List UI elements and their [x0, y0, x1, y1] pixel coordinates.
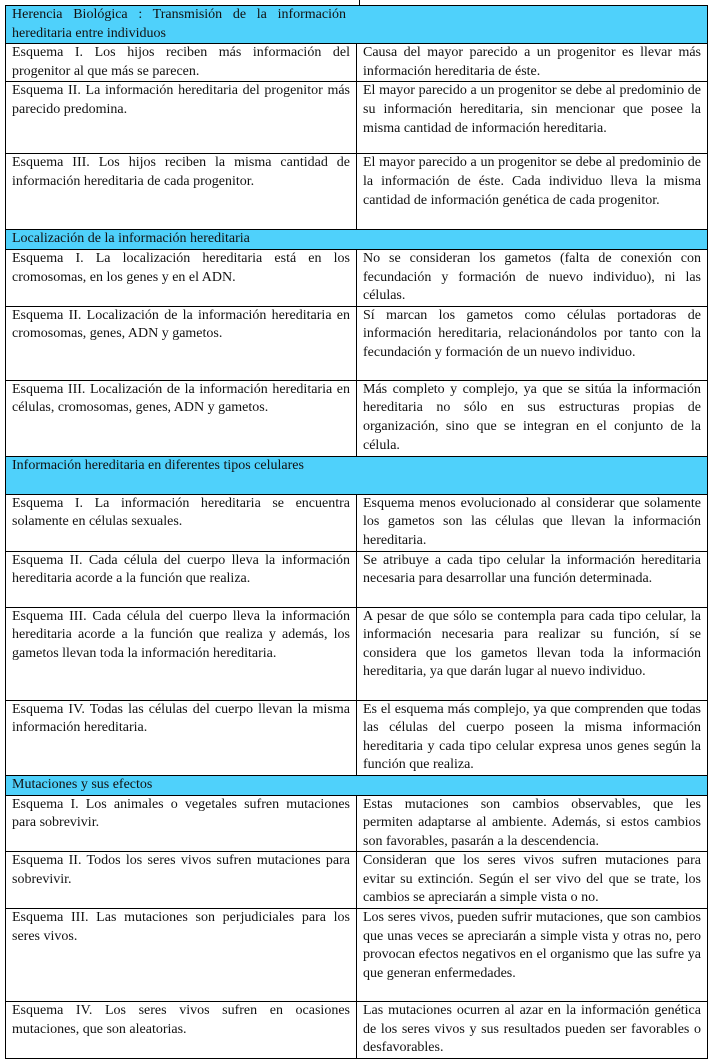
- section-title: Localización de la información hereditaria: [12, 231, 250, 247]
- table-row: [6, 380, 708, 456]
- table-row: [6, 700, 708, 775]
- section-header-row: [6, 230, 708, 250]
- scheme-cell: Esquema II. Localización de la información hereditaria en cromosomas, genes, ADN y gametos.: [6, 306, 357, 380]
- section-title: Mutaciones y sus efectos: [12, 776, 153, 792]
- hereditary-schemes-table: [5, 5, 708, 1059]
- section-title: Información hereditaria en diferentes tipos celulares: [12, 457, 304, 473]
- comment-cell: Se atribuye a cada tipo celular la información hereditaria necesaria para desarrollar una función determinada.: [357, 551, 708, 607]
- scheme-cell: Esquema II. La información hereditaria del progenitor más parecido predomina.: [6, 82, 357, 154]
- table-row: [6, 249, 708, 306]
- scheme-cell: Esquema I. La localización hereditaria está en los cromosomas, en los genes y en el ADN.: [6, 249, 357, 306]
- table-row: [6, 795, 708, 852]
- scheme-cell: Esquema III. Cada célula del cuerpo lleva la información hereditaria acorde a la función que realiza y además, los gametos llevan toda la información hereditaria.: [6, 607, 357, 700]
- comment-cell: Estas mutaciones son cambios observables, que les permiten adaptarse al ambiente. Además, si estos cambios son favorables, pasarán a la descendencia.: [357, 795, 708, 852]
- section-title: Herencia Biológica : Transmisión de la información hereditaria entre individuos: [12, 7, 346, 41]
- comment-cell: No se consideran los gametos (falta de conexión con fecundación y formación de nuevo individuo), ni las células.: [357, 249, 708, 306]
- table-row: [6, 1002, 708, 1059]
- table-row: [6, 82, 708, 154]
- scheme-cell: Esquema III. Las mutaciones son perjudiciales para los seres vivos.: [6, 909, 357, 1002]
- comment-cell: Causa del mayor parecido a un progenitor es llevar más información hereditaria de éste.: [357, 44, 708, 82]
- comment-cell: Los seres vivos, pueden sufrir mutaciones, que son cambios que unas veces se apreciarán a simple vista y otras no, pero provocan efectos negativos en el organismo que las sufre ya que generan enfermedades.: [357, 909, 708, 1002]
- scheme-cell: Esquema I. Los animales o vegetales sufren mutaciones para sobrevivir.: [6, 795, 357, 852]
- section-header-cell: [6, 230, 708, 250]
- comment-cell: Las mutaciones ocurren al azar en la información genética de los seres vivos y sus resultados pueden ser favorables o desfavorables.: [357, 1002, 708, 1059]
- section-header-row: [6, 6, 708, 44]
- table-body: [6, 6, 708, 1059]
- section-header-row: [6, 456, 708, 494]
- table-row: [6, 607, 708, 700]
- scheme-cell: Esquema I. La información hereditaria se encuentra solamente en células sexuales.: [6, 494, 357, 551]
- table-row: [6, 551, 708, 607]
- table-row: [6, 44, 708, 82]
- comment-cell: El mayor parecido a un progenitor se debe al predominio de su información hereditaria, sin mencionar que posee la misma cantidad de información hereditaria.: [357, 82, 708, 154]
- section-header-row: [6, 775, 708, 795]
- section-header-cell: [6, 456, 708, 494]
- comment-cell: Más completo y complejo, ya que se sitúa la información hereditaria no sólo en sus estructuras propias de organización, sino que se integran en el conjunto de la célula.: [357, 380, 708, 456]
- table-row: [6, 852, 708, 909]
- comment-cell: Sí marcan los gametos como células portadoras de información hereditaria, relacionándolos por tanto con la fecundación y formación de un nuevo individuo.: [357, 306, 708, 380]
- scheme-cell: Esquema III. Los hijos reciben la misma cantidad de información hereditaria de cada progenitor.: [6, 154, 357, 230]
- comment-cell: Consideran que los seres vivos sufren mutaciones para evitar su extinción. Según el ser vivo del que se trate, los cambios se apreciarán a simple vista o no.: [357, 852, 708, 909]
- scheme-cell: Esquema II. Cada célula del cuerpo lleva la información hereditaria acorde a la función que realiza.: [6, 551, 357, 607]
- comment-cell: A pesar de que sólo se contempla para cada tipo celular, la información necesaria para realizar su función, sí se considera que los gametos llevan toda la información hereditaria, ya que darán lugar al nuevo individuo.: [357, 607, 708, 700]
- scheme-cell: Esquema II. Todos los seres vivos sufren mutaciones para sobrevivir.: [6, 852, 357, 909]
- table-row: [6, 494, 708, 551]
- scheme-cell: Esquema IV. Los seres vivos sufren en ocasiones mutaciones, que son aleatorias.: [6, 1002, 357, 1059]
- table-row: [6, 909, 708, 1002]
- table-row: [6, 306, 708, 380]
- scheme-cell: Esquema III. Localización de la información hereditaria en células, cromosomas, genes, ADN y gametos.: [6, 380, 357, 456]
- comment-cell: Es el esquema más complejo, ya que comprenden que todas las células del cuerpo poseen la misma información hereditaria y cada tipo celular expresa unos genes según la función que realiza.: [357, 700, 708, 775]
- scheme-cell: Esquema IV. Todas las células del cuerpo llevan la misma información hereditaria.: [6, 700, 357, 775]
- section-header-cell: [6, 6, 708, 44]
- section-header-cell: [6, 775, 708, 795]
- comment-cell: El mayor parecido a un progenitor se debe al predominio de la información de éste. Cada individuo lleva la misma cantidad de información genética de cada progenitor.: [357, 154, 708, 230]
- comment-cell: Esquema menos evolucionado al considerar que solamente los gametos son las células que llevan la información hereditaria.: [357, 494, 708, 551]
- table-row: [6, 154, 708, 230]
- scheme-cell: Esquema I. Los hijos reciben más información del progenitor al que más se parecen.: [6, 44, 357, 82]
